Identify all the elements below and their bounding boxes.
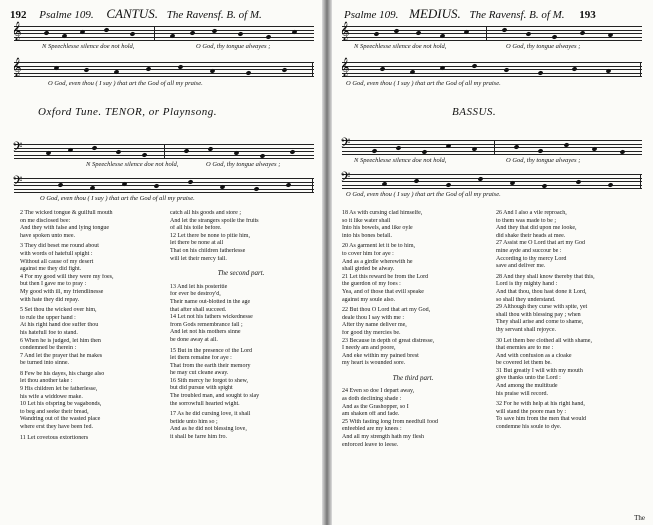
verse-line: 24 Even so doe I depart away, (342, 388, 415, 395)
verse-line: And as the Grashopper, so I (342, 403, 409, 410)
verse-line: did shake their heads at mee. (496, 232, 566, 239)
verse-line: And with confusion as a cloake (496, 352, 572, 359)
verse-line: his praise will record. (496, 390, 548, 397)
verse-line: 16 Sith mercy he forgot to shew, (170, 377, 248, 384)
medius-lyric-b: O God, thy tongue alwayes ; (506, 43, 581, 50)
verse-line: the sorrowfull hearted wight. (170, 400, 240, 407)
verse-line: 7 And let the prayer that he makes (20, 352, 103, 359)
right-tune-label: The Ravensf. B. of M. (469, 9, 565, 21)
verse-line: into his bones befall. (342, 232, 392, 239)
verse-line: but did pursue with spight (170, 385, 233, 392)
cantus-staff-2 (12, 57, 314, 76)
medius-lyric-2: O God, even thou ( I say ) that art the God of all my praise. (346, 80, 501, 87)
verse-line: And they with false and lying tongue (20, 225, 109, 232)
verse-line: as doth declining shade : (342, 396, 402, 403)
verse-line: to beg and seeke their bread, (20, 408, 89, 415)
verse-line: enforced leave to leese. (342, 441, 399, 448)
verse-line: the guerdon of my foes : (342, 281, 401, 288)
verse-line: that after shall succeed. (170, 306, 227, 313)
verse-line: 20 As garment let it be to him, (342, 243, 415, 250)
verse-line: from Gods remembrance fall ; (170, 321, 243, 328)
verse-line: with hate they did repay. (20, 296, 80, 303)
verse-line: My good with ill, my friendlinesse (20, 288, 104, 295)
verse-line: be covered let them be. (496, 360, 552, 367)
verse-line: 13 And let his posteritie (170, 283, 228, 290)
verse-line: 15 But in the presence of the Lord (170, 347, 253, 354)
left-voice-title: CANTUS. (106, 6, 159, 21)
verse-line: 9 His children let be fatherlesse, (20, 386, 98, 393)
bassus-lyric-a: N Speechlesse silence doe not hold, (354, 157, 447, 164)
medius-staff-1 (340, 21, 642, 40)
verse-line: 31 But greatly I will with my mouth (496, 367, 583, 374)
verse-line: 4 For my good will they were my foes, (20, 273, 114, 280)
verse-line: enfeebled are my knees : (342, 426, 402, 433)
cantus-staff-1 (12, 21, 314, 40)
left-page-number: 192 (10, 9, 27, 21)
verse-line: According to thy mercy Lord (496, 255, 567, 262)
left-page (0, 0, 322, 525)
verse-line: mine ayde and succour be : (496, 247, 562, 254)
verse-line: 25 With fasting long from needfull food (342, 418, 438, 425)
verse-line: condemne his soule to dye. (496, 424, 562, 431)
verse-line: Yea, and of those that evill speake (342, 288, 424, 295)
verse-line: And all my strength hath my flesh (342, 434, 424, 441)
verse-line: deale thou I say with me : (342, 314, 404, 321)
right-page (332, 0, 653, 525)
verse-line: And let the strangers spoile the fruits (170, 217, 259, 224)
verse-line: And as he did not blessing love, (170, 426, 247, 433)
verse-line: on me disclosed bee: (20, 217, 71, 224)
verse-line: let there be none at all (170, 240, 224, 247)
verse-line: 12 Let there be none to pitie him, (170, 232, 250, 239)
verse-line: 2 The wicked tongue & guilfull mouth (20, 210, 113, 216)
verse-line: he may cut cleane away. (170, 370, 229, 377)
part-heading: The third part. (392, 373, 434, 382)
verse-line: 21 Let this reward be from the Lord (342, 273, 429, 280)
verse-line: 18 As with cursing clad himselfe, (342, 210, 423, 216)
right-verse-column-2 (496, 210, 638, 432)
verse-line: 30 Let them bee clothed all with shame, (496, 337, 592, 344)
bassus-lyric-2: O God, even thou ( I say ) that art the God of all my praise. (346, 191, 501, 198)
book-gutter (322, 0, 332, 525)
verse-line: 10 Let his ofspring be vagabonds, (20, 401, 102, 408)
verse-line: And as a girdle wherewith he (342, 258, 413, 265)
right-psalm-title: Psalme 109. (344, 9, 399, 21)
verse-line: 29 Although they curse with spite, yet (496, 304, 588, 311)
left-verse-columns (20, 210, 320, 522)
verse-line: To save him from the men that would (496, 416, 587, 423)
verse-line: betide unto him so ; (170, 418, 218, 425)
verse-line: so it like water shall (342, 217, 391, 224)
verse-line: to rule the upper hand : (20, 314, 76, 321)
left-verse-column-1 (20, 210, 162, 442)
verse-line: And let not his mothers sinne (170, 329, 241, 336)
verse-line: Without all cause of my desert (20, 258, 94, 265)
verse-line: so shall they understand. (496, 296, 556, 303)
verse-line: save and deliver me. (496, 263, 546, 270)
cantus-lyric-a: N Speechlesse silence doe not hold, (42, 43, 135, 50)
verse-line: I needy am and poore, (342, 345, 396, 352)
verse-line: with words of hatefull spight : (20, 250, 93, 257)
tenor-lyric-a: N Speechlesse silence doe not hold, (86, 161, 179, 168)
verse-line: be turned into sinne. (20, 360, 69, 367)
verse-line: Into his bowels, and like oyle (342, 225, 413, 232)
clef-icon: 𝄢 (340, 135, 351, 154)
verse-line: And among the multitude (496, 383, 558, 390)
verse-line: shall girded be alway. (342, 266, 395, 273)
verse-line: let them remaine for aye : (170, 355, 232, 362)
bassus-staff-2 (340, 169, 642, 188)
right-verse-columns (342, 210, 652, 522)
verse-line: against my soule also. (342, 296, 395, 303)
verse-line: be done away at all. (170, 336, 218, 343)
clef-icon: 𝄞 (340, 57, 350, 76)
verse-line: have spoken unto mee. (20, 232, 75, 239)
verse-line: 17 As he did cursing love, it shall (170, 411, 251, 418)
verse-line: Lord is thy mighty hand : (496, 281, 558, 288)
verse-line: to cover him for aye : (342, 250, 394, 257)
right-header (344, 6, 596, 22)
verse-line: shall thou with blessing pay ; when (496, 311, 581, 318)
clef-icon: 𝄞 (12, 21, 22, 40)
verse-line: Wandring out of the wasted place (20, 416, 101, 423)
verse-line: catch all his goods and store ; (170, 210, 241, 216)
verse-line: They shall arise and come to shame, (496, 319, 584, 326)
verse-line (170, 263, 312, 266)
verse-line: 14 Let not his fathers wickednesse (170, 314, 253, 321)
verse-line: 3 They did beset me round about (20, 243, 99, 250)
right-voice-title: MEDIUS. (409, 6, 461, 21)
tenor-staff-1 (12, 139, 314, 158)
verse-line: of all his toile before. (170, 225, 222, 232)
right-verse-column-1 (342, 210, 484, 449)
verse-line: will stand the poore man by : (496, 408, 566, 415)
verse-line: The troubled man, and sought to slay (170, 393, 260, 400)
cantus-lyric-b: O God, thy tongue alwayes ; (196, 43, 271, 50)
verse-line: for ever be destroy'd, (170, 291, 221, 298)
verse-line: And that thou, thou hast done it Lord, (496, 288, 587, 295)
verse-line: but then I gave me to pray : (20, 281, 87, 288)
left-verse-column-2 (170, 210, 312, 442)
verse-line: And they that did upon me looke, (496, 225, 577, 232)
verse-line: will let their mercy fall. (170, 255, 227, 262)
verse-line: 27 Assist me O Lord that art my God (496, 240, 585, 247)
right-page-number: 193 (579, 9, 596, 21)
verse-line: my heart is wounded sore. (342, 360, 406, 367)
verse-line: his wife a widdowe make. (20, 393, 83, 400)
verse-line: 11 Let covetous extortioners (20, 434, 89, 441)
part-heading: The second part. (217, 269, 265, 278)
tenor-staff-2 (12, 173, 314, 192)
verse-line: it shall be farre him fro. (170, 434, 227, 441)
verse-line: 8 Few be his dayes, his charge also (20, 370, 105, 377)
catchword: The (634, 514, 645, 522)
verse-line: Their name out-blotted in the age (170, 298, 251, 305)
verse-line: That from the earth their memory (170, 362, 251, 369)
verse-line: am shaken off and fade. (342, 411, 400, 418)
verse-line: 26 And I also a vile reproach, (496, 210, 567, 216)
clef-icon: 𝄞 (12, 57, 22, 76)
verse-line: thy servant shall rejoyce. (496, 326, 556, 333)
verse-line (342, 368, 484, 371)
verse-line: let thou another take : (20, 378, 73, 385)
left-psalm-title: Psalme 109. (39, 9, 94, 21)
tenor-heading: Oxford Tune. TENOR, or Playnsong. (38, 106, 217, 118)
verse-line: give thanks unto the Lord : (496, 375, 561, 382)
verse-line: where erst they have been fed. (20, 424, 93, 431)
verse-line: 28 And they shall know thereby that this, (496, 273, 595, 280)
verse-line: And eke within my pained brest (342, 352, 419, 359)
verse-line: 6 When he is judged, let him then (20, 337, 101, 344)
clef-icon: 𝄢 (340, 169, 351, 188)
clef-icon: 𝄢 (12, 173, 23, 192)
clef-icon: 𝄞 (340, 21, 350, 40)
tenor-lyric-b: O God, thy tongue alwayes ; (206, 161, 281, 168)
tenor-lyric-2: O God, even thou ( I say ) that art the God of all my praise. (40, 195, 195, 202)
bassus-staff-1 (340, 135, 642, 154)
left-header (10, 6, 262, 22)
verse-line: 22 But thou O Lord that art my God, (342, 307, 431, 314)
verse-line: That on his children fatherlesse (170, 247, 246, 254)
medius-lyric-a: N Speechlesse silence doe not hold, (354, 43, 447, 50)
bassus-lyric-b: O God, thy tongue alwayes ; (506, 157, 581, 164)
clef-icon: 𝄢 (12, 139, 23, 158)
medius-staff-2 (340, 57, 642, 76)
bassus-heading: BASSUS. (452, 106, 497, 118)
verse-line: After thy name deliver me, (342, 322, 407, 329)
verse-line: At his right hand doe suffer thou (20, 322, 99, 329)
verse-line: 23 Because in depth of great distresse, (342, 337, 435, 344)
verse-line: for good thy mercies be. (342, 329, 401, 336)
cantus-lyric-2: O God, even thou ( I say ) that art the God of all my praise. (48, 80, 203, 87)
left-tune-label: The Ravensf. B. of M. (166, 9, 262, 21)
verse-line: that enemies are to me : (496, 345, 554, 352)
verse-line: 32 For he with help at his right hand, (496, 401, 585, 408)
verse-line: to them was made to be ; (496, 217, 556, 224)
verse-line: 5 Set thou the wicked over him, (20, 307, 97, 314)
verse-line: against me they did fight. (20, 266, 82, 273)
verse-line: his hatefull foe to stand. (20, 329, 78, 336)
verse-line: condemned be therein : (20, 345, 77, 352)
